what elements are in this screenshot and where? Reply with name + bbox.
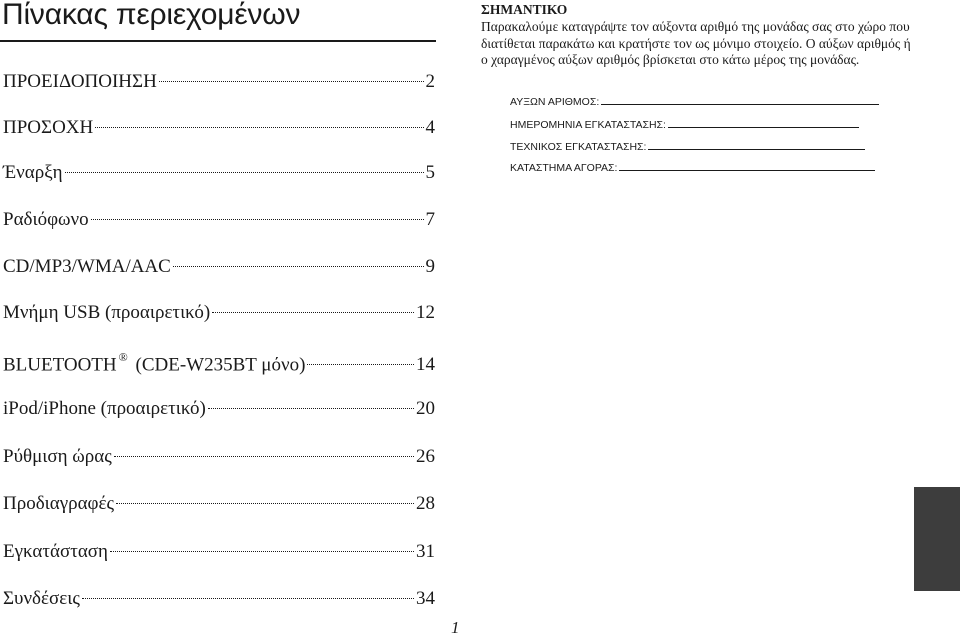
important-notice [481, 2, 921, 69]
toc-entry-bluetooth[interactable] [3, 346, 435, 376]
toc-entry-radio[interactable] [3, 207, 435, 233]
toc-entry-page: 5 [425, 162, 435, 183]
registered-mark: ® [118, 350, 128, 364]
toc-entry-label: ΠΡΟΣΟΧΗ [3, 117, 94, 138]
toc-title: Πίνακας περιεχομένων [2, 0, 301, 31]
installer-field[interactable] [510, 137, 865, 153]
toc-entry-page: 12 [416, 302, 435, 323]
toc-entry-label: CD/MP3/WMA/AAC [3, 256, 171, 277]
toc-entry-installation[interactable] [3, 539, 435, 565]
write-line [648, 137, 865, 150]
serial-number-field[interactable] [510, 92, 879, 108]
toc-entry-page: 9 [425, 256, 435, 277]
field-label: ΑΥΞΩΝ ΑΡΙΘΜΟΣ: [510, 96, 600, 108]
toc-entry-label: Ραδιόφωνο [3, 209, 89, 230]
toc-entry-page: 4 [425, 117, 435, 138]
toc-entry-label: Έναρξη [3, 162, 63, 183]
dot-leader [110, 551, 414, 552]
dot-leader [82, 598, 414, 599]
dot-leader [116, 503, 414, 504]
page-number: 1 [451, 618, 460, 637]
field-label: ΗΜΕΡΟΜΗΝΙΑ ΕΓΚΑΤΑΣΤΑΣΗΣ: [510, 119, 666, 131]
toc-entry-label: Προδιαγραφές [3, 493, 115, 514]
toc-entry-page: 34 [416, 588, 435, 609]
toc-entry-specifications[interactable] [3, 491, 435, 517]
dot-leader [307, 364, 414, 365]
toc-entry-page: 2 [425, 71, 435, 92]
toc-entry-warning[interactable] [3, 69, 435, 95]
place-of-purchase-field[interactable] [510, 158, 875, 174]
toc-entry-page: 20 [416, 398, 435, 419]
toc-entry-label: ΠΡΟΕΙΔΟΠΟΙΗΣΗ [3, 71, 157, 92]
toc-entry-page: 14 [416, 354, 435, 376]
dot-leader [212, 312, 414, 313]
field-label: ΚΑΤΑΣΤΗΜΑ ΑΓΟΡΑΣ: [510, 162, 618, 174]
write-line [668, 115, 859, 128]
toc-entry-getting-started[interactable] [3, 160, 435, 186]
dot-leader [114, 456, 414, 457]
write-line [619, 158, 875, 171]
write-line [601, 92, 879, 105]
toc-entry-page: 7 [425, 209, 435, 230]
toc-entry-label: Μνήμη USB (προαιρετικό) [3, 302, 211, 323]
dot-leader [91, 219, 424, 220]
section-tab [914, 487, 960, 591]
important-heading: ΣΗΜΑΝΤΙΚΟ [481, 2, 568, 17]
toc-entry-label-main: BLUETOOTH [3, 354, 117, 376]
toc-entry-ipod[interactable] [3, 396, 435, 422]
toc-entry-clock[interactable] [3, 444, 435, 470]
important-body: Παρακαλούμε καταγράψτε τον αύξοντα αριθμό της μονάδας σας στο χώρο που διατίθεται παρακάτω και κρατήστε τον ως μόνιμο στοιχείο. Ο αύξων αριθμός ή ο χαραγμένος αύξων αριθμός βρίσκεται στο κάτω μέρος της μονάδας. [481, 19, 911, 68]
toc-entry-label: iPod/iPhone (προαιρετικό) [3, 398, 206, 419]
toc-entry-label: Ρύθμιση ώρας [3, 446, 112, 467]
dot-leader [159, 81, 424, 82]
toc-entry-page: 26 [416, 446, 435, 467]
toc-entry-page: 28 [416, 493, 435, 514]
dot-leader [208, 408, 414, 409]
dot-leader [65, 172, 424, 173]
toc-entry-usb[interactable] [3, 300, 435, 326]
toc-entry-caution[interactable] [3, 115, 435, 141]
toc-entry-label [3, 346, 305, 378]
toc-entry-page: 31 [416, 541, 435, 562]
toc-entry-label-suffix: (CDE-W235BT μόνο) [135, 354, 306, 376]
toc-entry-connections[interactable] [3, 586, 435, 612]
installation-date-field[interactable] [510, 115, 859, 131]
toc-entry-cd[interactable] [3, 254, 435, 280]
title-rule [0, 40, 436, 42]
dot-leader [95, 127, 423, 128]
dot-leader [173, 266, 424, 267]
toc-entry-label: Συνδέσεις [3, 588, 80, 609]
field-label: ΤΕΧΝΙΚΟΣ ΕΓΚΑΤΑΣΤΑΣΗΣ: [510, 141, 647, 153]
toc-entry-label: Εγκατάσταση [3, 541, 108, 562]
